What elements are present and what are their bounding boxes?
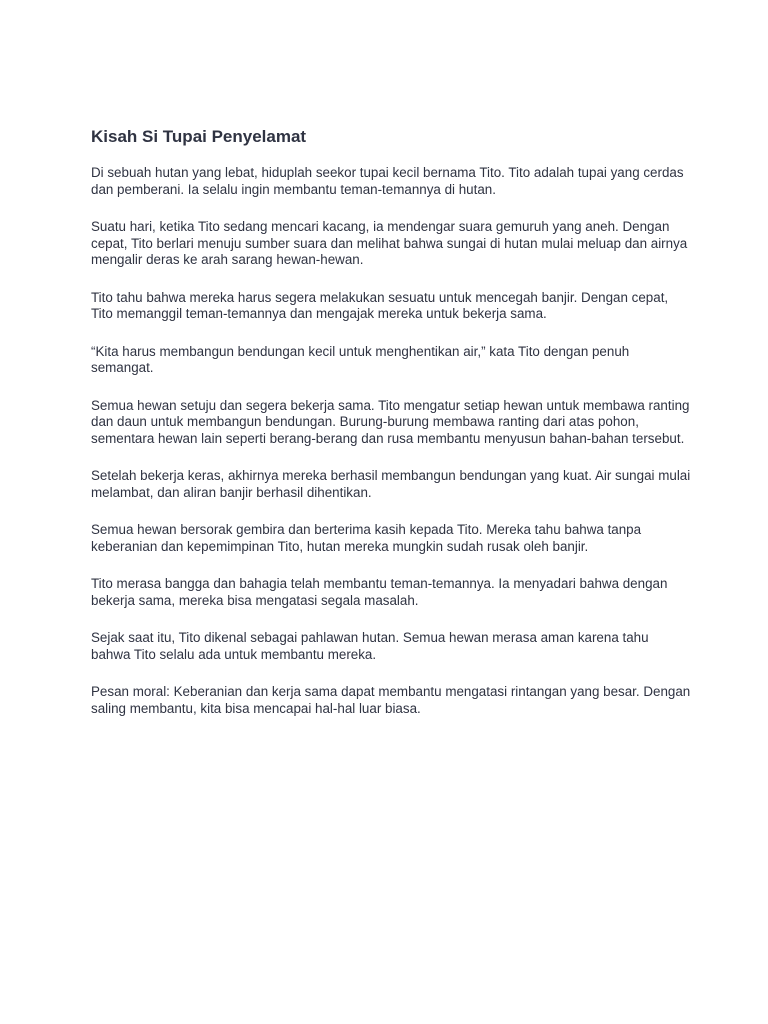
paragraph-3: Tito tahu bahwa mereka harus segera melakukan sesuatu untuk mencegah banjir. Dengan cepat, Tito memanggil teman-temannya dan mengajak mereka untuk bekerja sama. [91,289,669,321]
paragraph-2: Suatu hari, ketika Tito sedang mencari kacang, ia mendengar suara gemuruh yang aneh. Dengan cepat, Tito berlari menuju sumber suara dan melihat bahwa sungai di hutan mulai meluap dan airnya mengalir deras ke arah sarang hewan-hewan. [91,219,688,267]
paragraph-4: “Kita harus membangun bendungan kecil untuk menghentikan air,” kata Tito dengan penuh semangat. [91,343,630,375]
paragraph-6: Setelah bekerja keras, akhirnya mereka berhasil membangun bendungan yang kuat. Air sungai mulai melambat, dan aliran banjir berhasil dihentikan. [91,468,691,500]
document-body [91,125,691,738]
paragraph-1: Di sebuah hutan yang lebat, hiduplah seekor tupai kecil bernama Tito. Tito adalah tupai yang cerdas dan pemberani. Ia selalu ingin membantu teman-temannya di hutan. [91,165,684,197]
paragraph-9: Sejak saat itu, Tito dikenal sebagai pahlawan hutan. Semua hewan merasa aman karena tahu bahwa Tito selalu ada untuk membantu mereka. [91,630,649,662]
document-title: Kisah Si Tupai Penyelamat [91,127,307,146]
paragraph-10: Pesan moral: Keberanian dan kerja sama dapat membantu mengatasi rintangan yang besar. Dengan saling membantu, kita bisa mencapai hal-hal luar biasa. [91,684,691,716]
paragraph-5: Semua hewan setuju dan segera bekerja sama. Tito mengatur setiap hewan untuk membawa ranting dan daun untuk membangun bendungan. Burung-burung membawa ranting dari atas pohon, sementara hewan lain seperti berang-berang dan rusa membantu menyusun bahan-bahan tersebut. [91,397,690,446]
paragraph-8: Tito merasa bangga dan bahagia telah membantu teman-temannya. Ia menyadari bahwa dengan bekerja sama, mereka bisa mengatasi segala masalah. [91,576,668,608]
paragraph-7: Semua hewan bersorak gembira dan berterima kasih kepada Tito. Mereka tahu bahwa tanpa keberanian dan kepemimpinan Tito, hutan mereka mungkin sudah rusak oleh banjir. [91,522,642,554]
